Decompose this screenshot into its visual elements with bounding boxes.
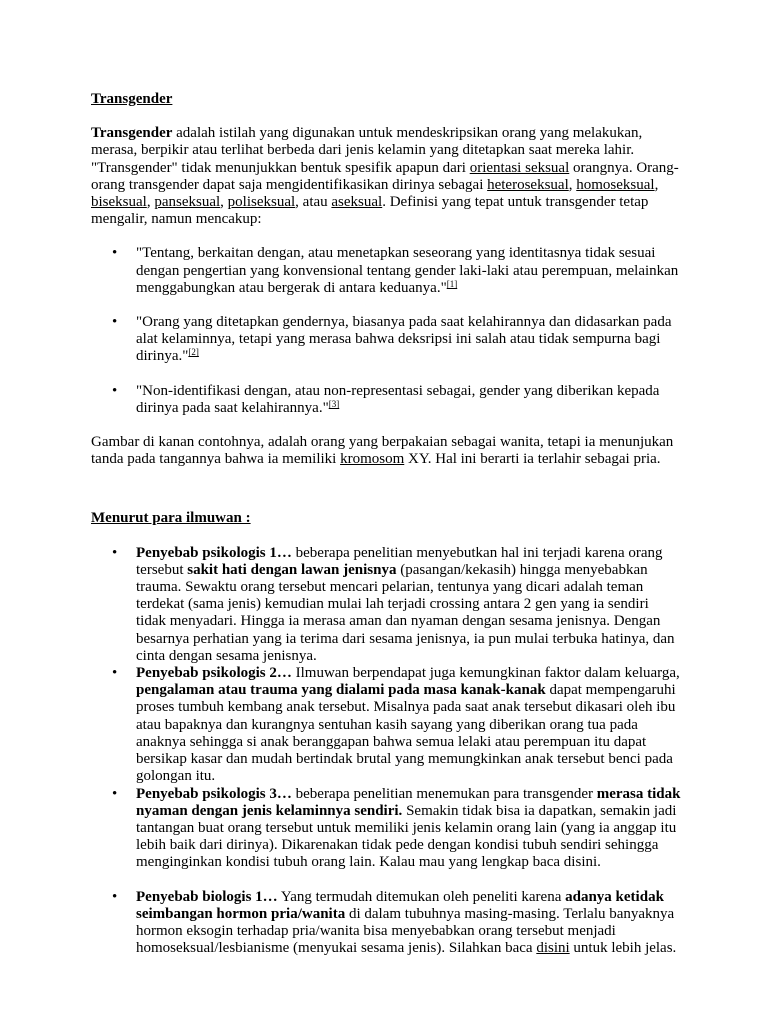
cause-label: Penyebab biologis 1… [136,888,278,905]
cause-text: di dalam tubuhnya masing-masing. Terlalu banyaknya hormon eksogin terhadap pria/wanita bisa menyebabkan orang tersebut menjadi homoseksual/lesbianisme (menyukai sesama jenis). Silahkan baca [136,905,675,957]
cause-text: dapat mempengaruhi proses tumbuh kembang anak tersebut. Misalnya pada saat anak tersebut dikasari oleh ibu atau bapaknya dan kurangnya sentuhan kasih sayang yang diberikan orang tua pada anaknya sehingga si anak beranggapan bahwa semua lelaki atau perempuan itu dapat bersikap kasar dan mudah bertindak brutal yang memungkinkan anak tersebut benci pada golongan itu. [136,682,676,785]
section-title-transgender: Transgender [91,91,173,107]
footnote-link[interactable]: [3] [328,398,340,409]
biology-cause-list [91,889,681,958]
definition-item [91,383,681,417]
link-disini[interactable]: disini [536,940,570,957]
cause-text: Ilmuwan berpendapat juga kemungkinan faktor dalam keluarga, [291,665,680,682]
separator: , [654,176,659,193]
cause-item [91,665,681,785]
bullet-icon: • [112,544,118,561]
cause-text: untuk lebih jelas. [569,940,677,957]
cause-bold-text: sakit hati dengan lawan jenisnya [187,561,397,578]
cause-text: beberapa penelitian menyebutkan hal ini terjadi karena orang tersebut [136,544,663,578]
intro-text-2: orangnya. Orang-orang transgender dapat saja mengidentifikasikan dirinya sebagai [91,159,679,193]
intro-text-1: adalah istilah yang digunakan untuk mendeskripsikan orang yang melakukan, merasa, berpikir atau terlihat berbeda dari jenis kelamin yang ditetapkan saat mereka lahir. "Transgender" tidak menunjukkan bentuk spesifik apapun dari [91,125,643,176]
link-aseksual[interactable]: aseksual [331,194,383,211]
cause-label: Penyebab psikologis 3… [136,785,292,802]
separator: , [146,194,155,211]
link-homoseksual[interactable]: homoseksual [576,176,655,193]
cause-item [91,889,681,958]
definition-text: "Non-identifikasi dengan, atau non-representasi sebagai, gender yang diberikan kepada dirinya pada saat kelahirannya." [136,382,660,416]
definition-item [91,314,681,366]
cause-text: Semakin tidak bisa ia dapatkan, semakin jadi tantangan buat orang tersebut untuk memiliki jenis kelamin orang lain (yang ia anggap itu lebih baik dari dirinya). Dikarenakan tidak pede dengan kondisi tubuh sendiri sehingga menginginkan kondisi tubuh orang lain. Kalau mau yang lengkap baca disini. [136,802,677,871]
cause-text: (pasangan/kekasih) hingga menyebabkan trauma. Sewaktu orang tersebut mencari pelarian, tentunya yang dicari adalah teman terdekat (sama jenis) kemudian mulai lah terjadi crossing antara 2 gen yang ia sendiri tidak menyadari. Hingga ia merasa aman dan nyaman dengan sesama jenisnya. Dengan besarnya perhatian yang ia terima dari sesama jenisnya, ia pun mulai terbuka hatinya, dan cinta dengan sesama jenisnya. [136,561,675,664]
cause-item [91,786,681,872]
link-orientasi-seksual[interactable]: orientasi seksual [469,159,570,176]
cause-label: Penyebab psikologis 1… [136,544,292,561]
definition-text: "Orang yang ditetapkan gendernya, biasanya pada saat kelahirannya dan didasarkan pada alat kelaminnya, tetapi yang merasa bahwa deksripsi ini salah atau tidak sempurna bagi dirinya." [136,314,672,365]
bullet-icon: • [112,665,118,682]
bullet-icon: • [112,245,118,262]
cause-text: Yang termudah ditemukan oleh peneliti karena [277,888,566,905]
separator: , [220,194,228,211]
link-heteroseksual[interactable]: heteroseksual [487,176,569,193]
section-title-ilmuwan: Menurut para ilmuwan : [91,510,251,527]
footnote-link[interactable]: [2] [188,347,199,358]
footnote-link[interactable]: [1] [446,278,458,289]
cause-bold-text: pengalaman atau trauma yang dialami pada masa kanak-kanak [136,682,546,699]
picture-note-paragraph [91,434,681,468]
picture-note-text-1: Gambar di kanan contohnya, adalah orang yang berpakaian sebagai wanita, tetapi ia menunjukan tanda pada tangannya bahwa ia memiliki [91,434,674,468]
intro-paragraph [91,125,681,228]
picture-note-text-2: XY. Hal ini berarti ia terlahir sebagai pria. [404,451,661,468]
cause-list [91,545,681,872]
link-biseksual[interactable]: biseksual [91,194,147,211]
bullet-icon: • [112,382,118,399]
document-content [91,91,681,957]
cause-bold-text: adanya ketidak seimbangan hormon pria/wanita [136,888,664,922]
definition-list [91,245,681,417]
intro-term: Transgender [91,125,173,142]
cause-text: beberapa penelitian menemukan para transgender [291,785,597,802]
cause-item [91,545,681,665]
link-panseksual[interactable]: panseksual [154,194,221,211]
bullet-icon: • [112,888,118,905]
link-poliseksual[interactable]: poliseksual [227,194,296,211]
bullet-icon: • [112,314,118,331]
link-kromosom[interactable]: kromosom [340,451,405,468]
definition-item [91,245,681,297]
bullet-icon: • [112,785,118,802]
intro-text-3: . Definisi yang tepat untuk transgender tetap mengalir, namun mencakup: [91,194,649,228]
cause-label: Penyebab psikologis 2… [136,665,292,682]
separator: , atau [295,194,332,211]
cause-bold-text: merasa tidak nyaman dengan jenis kelaminnya sendiri. [136,785,681,819]
separator: , [568,176,577,193]
definition-text: "Tentang, berkaitan dengan, atau menetapkan seseorang yang identitasnya tidak sesuai dengan pengertian yang konvensional tentang gender laki-laki atau perempuan, melainkan menggabungkan atau bergerak di antara keduanya." [136,245,679,296]
